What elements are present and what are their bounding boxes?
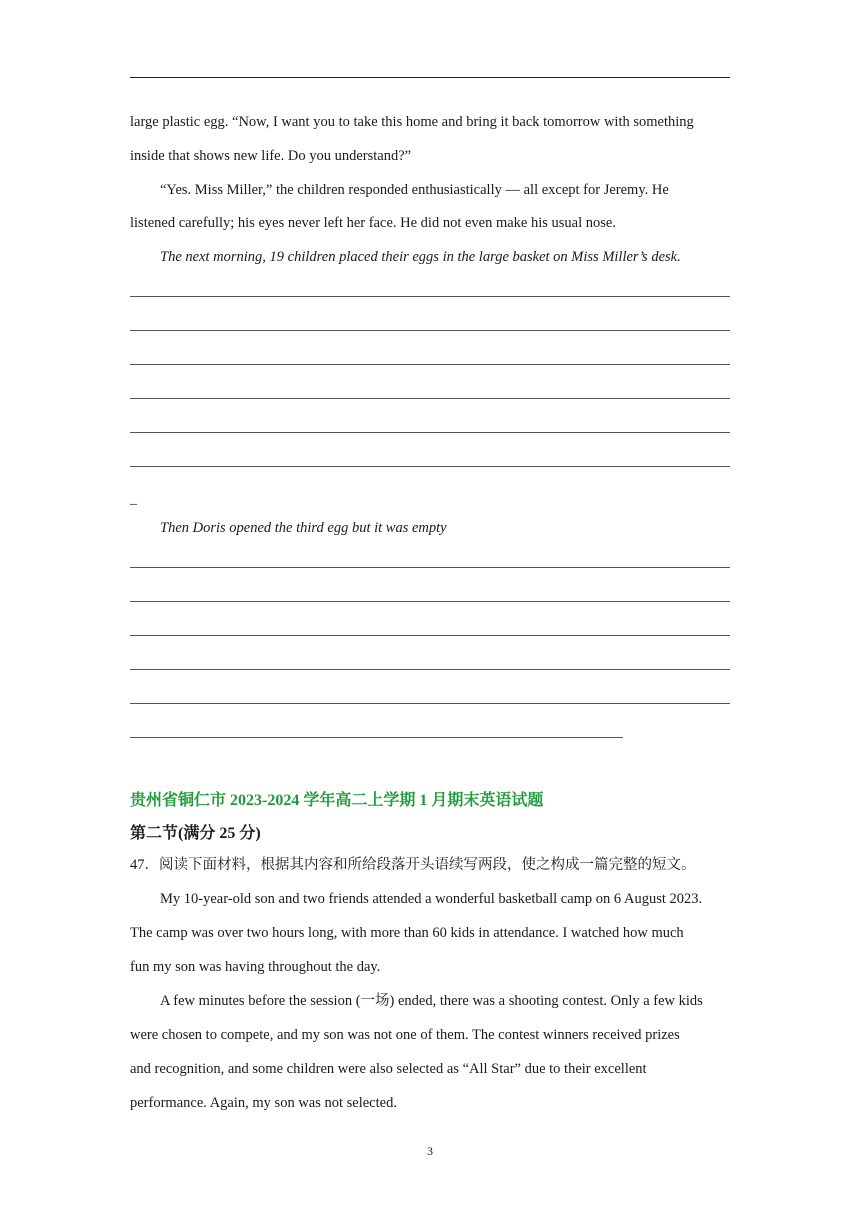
source-title: 贵州省铜仁市 2023-2024 学年高二上学期 1 月期末英语试题 <box>130 792 544 809</box>
answer-line[interactable] <box>130 398 730 399</box>
story-text-line: large plastic egg. “Now, I want you to take this home and bring it back tomorrow with something <box>130 114 694 130</box>
header-rule <box>130 77 730 78</box>
continuation-prompt-1: The next morning, 19 children placed their eggs in the large basket on Miss Miller’s desk. <box>160 249 681 265</box>
passage-text-line: My 10-year-old son and two friends attended a wonderful basketball camp on 6 August 2023. <box>160 891 703 907</box>
question-instruction: 47．阅读下面材料，根据其内容和所给段落开头语续写两段，使之构成一篇完整的短文。 <box>130 857 696 873</box>
passage-text-line: performance. Again, my son was not selected. <box>130 1095 397 1111</box>
answer-line[interactable] <box>130 466 730 467</box>
stray-underscore: _ <box>130 492 137 507</box>
answer-line[interactable] <box>130 330 730 331</box>
story-text-line: listened carefully; his eyes never left her face. He did not even make his usual nose. <box>130 215 616 231</box>
answer-line[interactable] <box>130 432 730 433</box>
passage-text-line: and recognition, and some children were also selected as “All Star” due to their excellent <box>130 1061 647 1077</box>
story-text-line: “Yes. Miss Miller,” the children responded enthusiastically — all except for Jeremy. He <box>160 182 669 198</box>
answer-line[interactable] <box>130 703 730 704</box>
answer-line[interactable] <box>130 296 730 297</box>
answer-line[interactable] <box>130 669 730 670</box>
answer-line[interactable] <box>130 737 623 738</box>
answer-line[interactable] <box>130 364 730 365</box>
passage-text-line: The camp was over two hours long, with more than 60 kids in attendance. I watched how much <box>130 925 684 941</box>
section-title: 第二节(满分 25 分) <box>130 825 261 842</box>
page-number: 3 <box>427 1144 433 1158</box>
story-text-line: inside that shows new life. Do you understand?” <box>130 148 412 164</box>
answer-line[interactable] <box>130 567 730 568</box>
continuation-prompt-2: Then Doris opened the third egg but it was empty <box>160 520 447 536</box>
answer-line[interactable] <box>130 635 730 636</box>
answer-line[interactable] <box>130 601 730 602</box>
passage-text-line: were chosen to compete, and my son was not one of them. The contest winners received prizes <box>130 1027 680 1043</box>
passage-text-line: A few minutes before the session (一场) ended, there was a shooting contest. Only a few kids <box>160 993 703 1009</box>
passage-text-line: fun my son was having throughout the day. <box>130 959 381 975</box>
